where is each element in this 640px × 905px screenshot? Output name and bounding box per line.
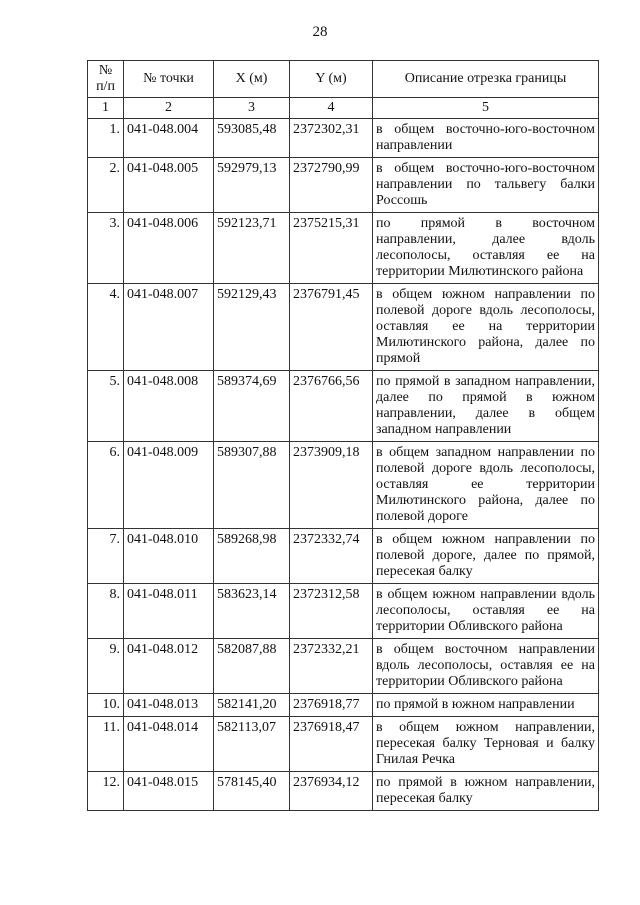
x-coordinate: 583623,14	[214, 584, 290, 639]
header-point: № точки	[124, 61, 214, 98]
column-number: 2	[124, 98, 214, 119]
table-row	[88, 371, 599, 442]
y-coordinate: 2373909,18	[290, 442, 373, 529]
column-number: 1	[88, 98, 124, 119]
table-row	[88, 158, 599, 213]
point-id: 041-048.014	[124, 717, 214, 772]
point-id: 041-048.013	[124, 694, 214, 717]
x-coordinate: 592979,13	[214, 158, 290, 213]
boundary-table	[87, 60, 599, 811]
table-row	[88, 529, 599, 584]
header-x: X (м)	[214, 61, 290, 98]
column-number: 3	[214, 98, 290, 119]
table-row	[88, 694, 599, 717]
point-id: 041-048.010	[124, 529, 214, 584]
row-number: 5.	[88, 371, 124, 442]
row-number: 6.	[88, 442, 124, 529]
point-id: 041-048.012	[124, 639, 214, 694]
x-coordinate: 592129,43	[214, 284, 290, 371]
table-row	[88, 772, 599, 811]
point-id: 041-048.011	[124, 584, 214, 639]
table-row	[88, 584, 599, 639]
column-numbers-row	[88, 98, 599, 119]
row-number: 4.	[88, 284, 124, 371]
x-coordinate: 589268,98	[214, 529, 290, 584]
y-coordinate: 2372302,31	[290, 119, 373, 158]
x-coordinate: 589307,88	[214, 442, 290, 529]
segment-description: в общем восточном направлении вдоль лесополосы, оставляя ее на территории Обливского района	[373, 639, 599, 694]
y-coordinate: 2372790,99	[290, 158, 373, 213]
y-coordinate: 2376766,56	[290, 371, 373, 442]
segment-description: по прямой в восточном направлении, далее вдоль лесополосы, оставляя ее на территории Милютинского района	[373, 213, 599, 284]
header-row	[88, 61, 599, 98]
row-number: 2.	[88, 158, 124, 213]
segment-description: в общем западном направлении по полевой дороге вдоль лесополосы, оставляя ее территории Милютинского района, далее по полевой дороге	[373, 442, 599, 529]
row-number: 11.	[88, 717, 124, 772]
segment-description: в общем восточно-юго-восточном направлении по тальвегу балки Россошь	[373, 158, 599, 213]
x-coordinate: 593085,48	[214, 119, 290, 158]
segment-description: в общем южном направлении по полевой дороге, далее по прямой, пересекая балку	[373, 529, 599, 584]
row-number: 7.	[88, 529, 124, 584]
table-row	[88, 442, 599, 529]
y-coordinate: 2375215,31	[290, 213, 373, 284]
table-row	[88, 717, 599, 772]
segment-description: в общем южном направлении, пересекая балку Терновая и балку Гнилая Речка	[373, 717, 599, 772]
row-number: 9.	[88, 639, 124, 694]
row-number: 12.	[88, 772, 124, 811]
point-id: 041-048.004	[124, 119, 214, 158]
segment-description: в общем южном направлении вдоль лесополосы, оставляя ее на территории Обливского района	[373, 584, 599, 639]
segment-description: по прямой в западном направлении, далее по прямой в южном направлении, далее в общем западном направлении	[373, 371, 599, 442]
y-coordinate: 2376918,77	[290, 694, 373, 717]
header-num	[88, 61, 124, 98]
point-id: 041-048.006	[124, 213, 214, 284]
segment-description: в общем восточно-юго-восточном направлении	[373, 119, 599, 158]
point-id: 041-048.009	[124, 442, 214, 529]
table-row	[88, 639, 599, 694]
table-row	[88, 284, 599, 371]
table-row	[88, 213, 599, 284]
y-coordinate: 2372332,21	[290, 639, 373, 694]
row-number: 8.	[88, 584, 124, 639]
row-number: 10.	[88, 694, 124, 717]
header-num-symbol: №	[98, 63, 113, 78]
point-id: 041-048.005	[124, 158, 214, 213]
x-coordinate: 578145,40	[214, 772, 290, 811]
point-id: 041-048.007	[124, 284, 214, 371]
x-coordinate: 582113,07	[214, 717, 290, 772]
x-coordinate: 592123,71	[214, 213, 290, 284]
segment-description: по прямой в южном направлении, пересекая балку	[373, 772, 599, 811]
header-num-abbrev: п/п	[96, 79, 115, 94]
column-number: 4	[290, 98, 373, 119]
row-number: 3.	[88, 213, 124, 284]
x-coordinate: 582087,88	[214, 639, 290, 694]
page-number: 28	[312, 24, 328, 40]
column-number: 5	[373, 98, 599, 119]
header-y: Y (м)	[290, 61, 373, 98]
y-coordinate: 2376934,12	[290, 772, 373, 811]
table-row	[88, 119, 599, 158]
row-number: 1.	[88, 119, 124, 158]
x-coordinate: 582141,20	[214, 694, 290, 717]
y-coordinate: 2372312,58	[290, 584, 373, 639]
point-id: 041-048.015	[124, 772, 214, 811]
y-coordinate: 2376918,47	[290, 717, 373, 772]
header-description: Описание отрезка границы	[373, 61, 599, 98]
point-id: 041-048.008	[124, 371, 214, 442]
x-coordinate: 589374,69	[214, 371, 290, 442]
y-coordinate: 2376791,45	[290, 284, 373, 371]
segment-description: по прямой в южном направлении	[373, 694, 599, 717]
segment-description: в общем южном направлении по полевой дороге вдоль лесополосы, оставляя ее на территории Милютинского района, далее по прямой	[373, 284, 599, 371]
y-coordinate: 2372332,74	[290, 529, 373, 584]
